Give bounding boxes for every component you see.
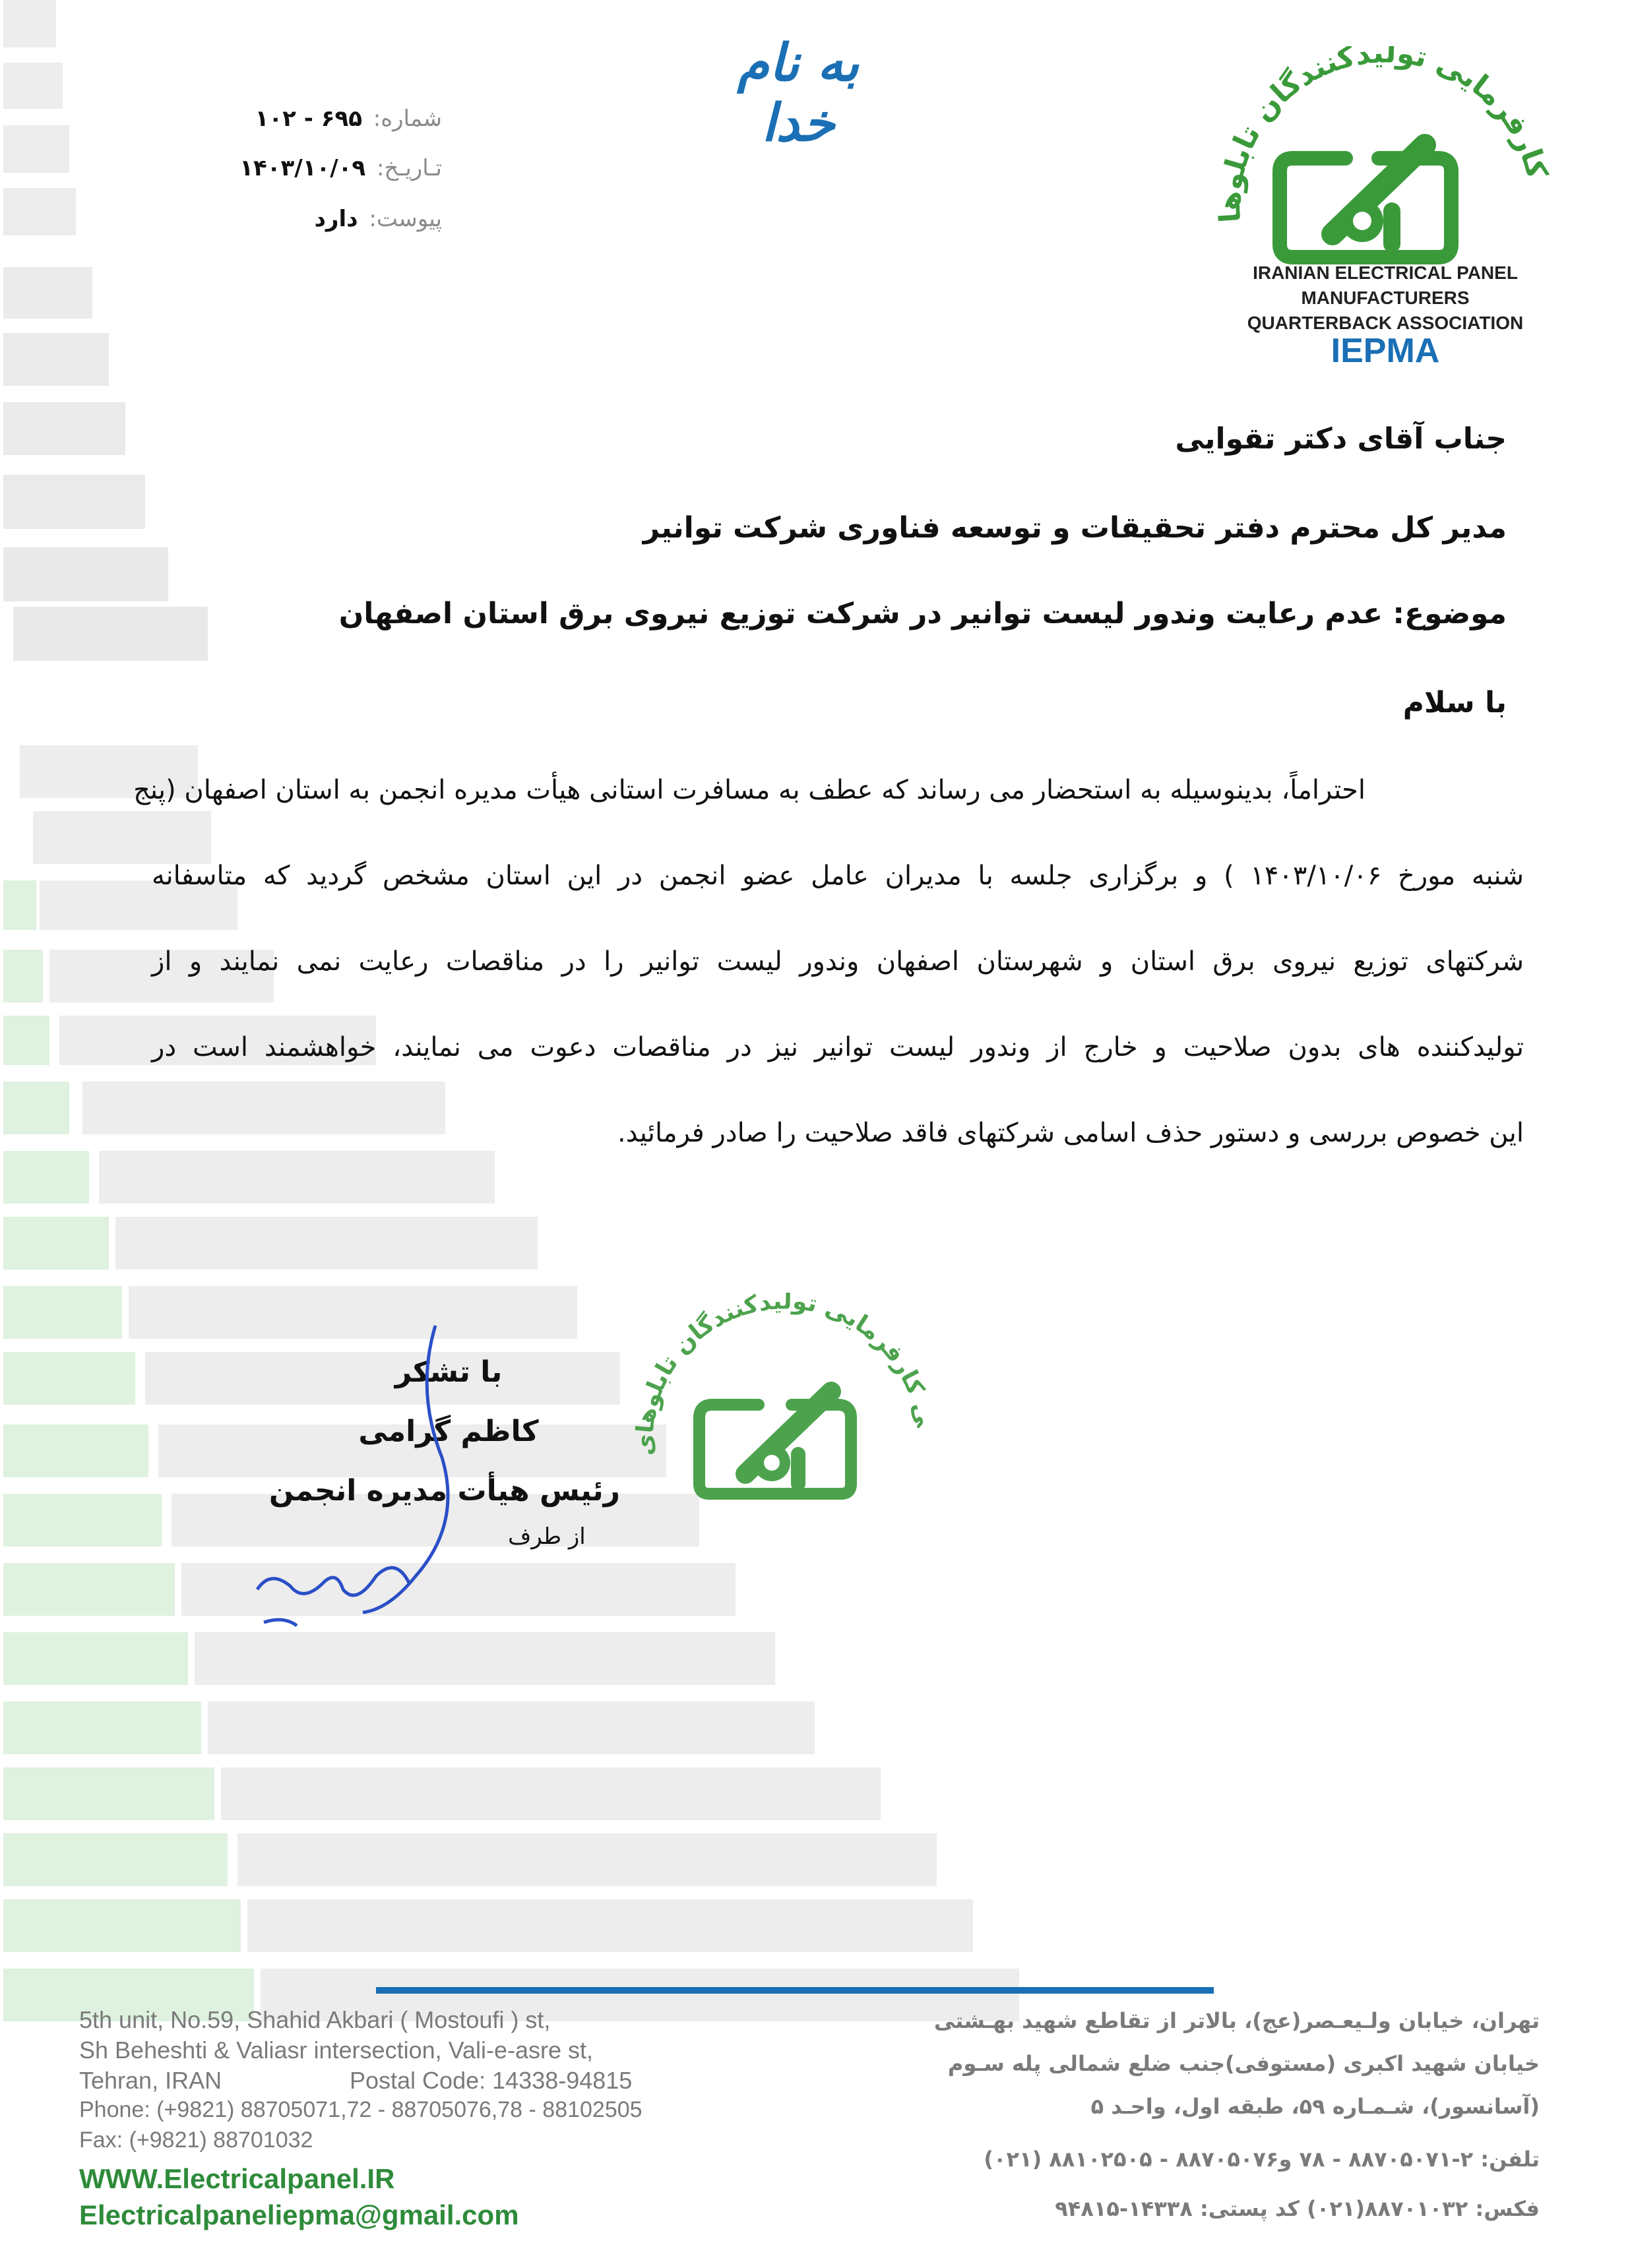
subject: موضوع: عدم رعایت وندور لیست توانیر در شرکت توزیع نیروی برق استان اصفهان: [338, 597, 1507, 630]
footer-fa-address-line: تهران، خیابان ولـیعـصر(عج)، بالاتر از تقاطع شهید بهـشتی: [933, 2008, 1540, 2033]
body-line: این خصوص بررسی و دستور حذف اسامی شرکتهای فاقد صلاحیت را صادر فرمائید.: [617, 1118, 1524, 1148]
date-label: تـاریـخ:: [376, 155, 442, 181]
footer-rule: [376, 1987, 1214, 1994]
body-line: تولیدکننده های بدون صلاحیت و خارج از وندور لیست توانیر نیز در مناقصات دعوت می نمایند، خواهشمند است در: [152, 1032, 1524, 1062]
footer-fa-phone: تلفن: ۲-۸۸۷۰۵۰۷۱ - ۷۸ و۸۸۷۰۵۰۷۶ - ۸۸۱۰۲۵۰۵ (۰۲۱): [984, 2147, 1540, 2172]
number-value: ۶۹۵ - ۱۰۲: [255, 106, 362, 132]
handwritten-signature: [244, 1312, 468, 1642]
footer-fax: Fax: (+9821) 88701032: [79, 2128, 313, 2153]
logo-acronym: IEPMA: [1331, 332, 1440, 370]
stamp-arc-text: ی کارفرمایی تولیدکنندگان تابلوهای: [633, 1293, 937, 1456]
date-value: ۱۴۰۳/۱۰/۰۹: [239, 155, 366, 181]
letter-number: [218, 106, 442, 132]
footer-fa-fax-postal: فکس: ۸۸۷۰۱۰۳۲(۰۲۱) کد پستی: ۱۴۳۳۸-۹۴۸۱۵: [1055, 2196, 1540, 2221]
logo-line-3: QUARTERBACK ASSOCIATION: [1247, 313, 1524, 333]
number-label: شماره:: [373, 106, 442, 132]
body-line: شرکتهای توزیع نیروی برق استان و شهرستان اصفهان وندور لیست توانیر را در مناقصات رعایت نمی نمایند و از: [152, 946, 1524, 977]
footer-email-link[interactable]: Electricalpaneliepma@gmail.com: [79, 2199, 519, 2230]
on-behalf: از طرف: [508, 1523, 586, 1550]
stamp-mark: [633, 1293, 937, 1510]
attachment-label: پیوست:: [369, 206, 442, 232]
logo-line-1: IRANIAN ELECTRICAL PANEL: [1253, 262, 1518, 283]
signatory-title: رئیس هیأت مدیره انجمن: [268, 1474, 620, 1508]
recipient: جناب آقای دکتر تقوایی: [1175, 422, 1507, 456]
body-line: احتراماً، بدینوسیله به استحضار می رساند که عطف به مسافرت استانی هیأت مدیره انجمن به استان اصفهان (پنج: [133, 775, 1365, 805]
letter-attachment: [218, 206, 442, 232]
basmala: به نام خدا: [737, 33, 860, 153]
footer-fa-address-line: خیابان شهید اکبری (مستوفی)جنب ضلع شمالی پله سـوم: [947, 2051, 1540, 2076]
iepma-logo: [1214, 46, 1557, 270]
footer-website-link[interactable]: WWW.Electricalpanel.IR: [79, 2163, 395, 2194]
footer-address-line: 5th unit, No.59, Shahid Akbari ( Mostoufi ) st,: [79, 2006, 551, 2033]
footer-phone: Phone: (+9821) 88705071,72 - 88705076,78 - 88102505: [79, 2097, 643, 2122]
association-stamp: [633, 1293, 937, 1510]
logo-line-2: MANUFACTURERS: [1301, 288, 1470, 308]
greeting: با سلام: [1402, 686, 1507, 720]
recipient-title: مدیر کل محترم دفتر تحقیقات و توسعه فناوری شرکت توانیر: [643, 511, 1507, 545]
footer-address-line: Sh Beheshti & Valiasr intersection, Vali-e-asre st,: [79, 2037, 594, 2064]
footer-address-city: Tehran, IRAN: [79, 2067, 222, 2094]
logo-arc-text: کارفرمایی تولیدکنندگان تابلوها: [1214, 46, 1554, 224]
body-line: شنبه مورخ ۱۴۰۳/۱۰/۰۶ ) و برگزاری جلسه با مدیران عامل عضو انجمن در این استان مشخص گردید که متاسفانه: [152, 861, 1524, 891]
signatory-name: کاظم گرامی: [358, 1415, 539, 1448]
attachment-value: دارد: [314, 206, 358, 232]
closing: با تشکر: [394, 1355, 503, 1389]
footer-fa-address-line: (آسانسور)، شـمـاره ۵۹، طبقه اول، واحـد ۵: [1090, 2094, 1540, 2119]
iepma-logo-mark: [1214, 46, 1557, 270]
letter-date: [218, 155, 442, 181]
footer-postal-code: Postal Code: 14338-94815: [350, 2067, 633, 2094]
